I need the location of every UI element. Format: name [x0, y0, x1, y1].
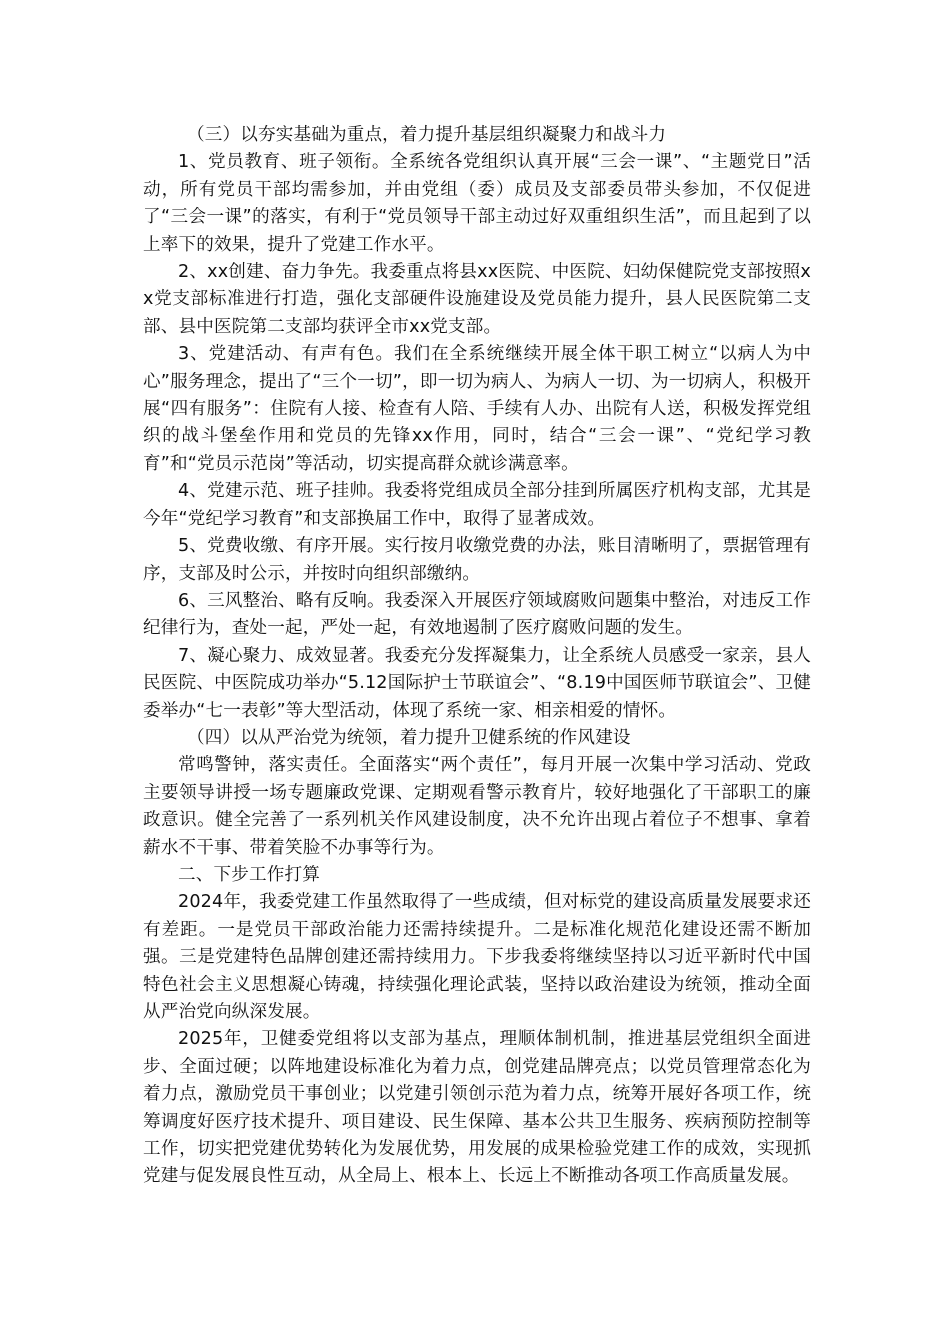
paragraph-responsibility: 常鸣警钟，落实责任。全面落实“两个责任”，每月开展一次集中学习活动、党政主要领导讲授一场专题廉政党课、定期观看警示教育片，较好地强化了干部职工的廉政意识。健全完善了一系列机关作风建设制度，决不允许出现占着位子不想事、拿着薪水不干事、带着笑脸不办事等行为。 — [143, 755, 811, 858]
paragraph-party-education: 1、党员教育、班子领衔。全系统各党组织认真开展“三会一课”、“主题党日”活动，所有党员干部均需参加，并由党组（委）成员及支部委员带头参加，不仅促进了“三会一课”的落实，有利于“党员领导干部主动过好双重组织生活”，而且起到了以上率下的效果，提升了党建工作水平。 — [143, 152, 811, 255]
paragraph-branch-creation: 2、xx创建、奋力争先。我委重点将县xx医院、中医院、妇幼保健院党支部按照xx党支部标准进行打造，强化支部硬件设施建设及党员能力提升，县人民医院第二支部、县中医院第二支部均获评全市xx党支部。 — [143, 262, 811, 337]
paragraph-party-activities: 3、党建活动、有声有色。我们在全系统继续开展全体干职工树立“以病人为中心”服务理念，提出了“三个一切”，即一切为病人、为病人一切、为一切病人，积极开展“四有服务”：住院有人接、检查有人陪、手续有人办、出院有人送，积极发挥党组织的战斗堡垒作用和党员的先锋xx作用，同时，结合“三会一课”、“党纪学习教育”和“党员示范岗”等活动，切实提高群众就诊满意率。 — [143, 344, 811, 474]
paragraph-party-dues: 5、党费收缴、有序开展。实行按月收缴党费的办法，账目清晰明了，票据管理有序，支部及时公示，并按时向组织部缴纳。 — [143, 536, 811, 584]
document-page — [143, 122, 811, 1191]
paragraph-cohesion: 7、凝心聚力、成效显著。我委充分发挥凝集力，让全系统人员感受一家亲，县人民医院、中医院成功举办“5.12国际护士节联谊会”、“8.19中国医师节联谊会”、卫健委举办“七一表彰”等大型活动，体现了系统一家、相亲相爱的情怀。 — [143, 645, 811, 721]
paragraph-party-demonstration: 4、党建示范、班子挂帅。我委将党组成员全部分挂到所属医疗机构支部，尤其是今年“党纪学习教育”和支部换届工作中，取得了显著成效。 — [143, 481, 811, 529]
section-heading-4: （四）以从严治党为统领，着力提升卫健系统的作风建设 — [187, 727, 631, 748]
paragraph-style-rectification: 6、三风整治、略有反响。我委深入开展医疗领域腐败问题集中整治，对违反工作纪律行为，查处一起，严处一起，有效地遏制了医疗腐败问题的发生。 — [143, 590, 811, 639]
paragraph-2024-review: 2024年，我委党建工作虽然取得了一些成绩，但对标党的建设高质量发展要求还有差距。一是党员干部政治能力还需持续提升。二是标准化规范化建设还需不断加强。三是党建特色品牌创建还需持续用力。下步我委将继续坚持以习近平新时代中国特色社会主义思想凝心铸魂，持续强化理论武装，坚持以政治建设为统领，推动全面从严治党向纵深发展。 — [143, 892, 811, 1022]
paragraph-2025-plan: 2025年，卫健委党组将以支部为基点，理顺体制机制，推进基层党组织全面进步、全面过硬；以阵地建设标准化为着力点，创党建品牌亮点；以党员管理常态化为着力点，激励党员干事创业；以党建引领创示范为着力点，统筹开展好各项工作，统筹调度好医疗技术提升、项目建设、民生保障、基本公共卫生服务、疾病预防控制等工作，切实把党建优势转化为发展优势，用发展的成果检验党建工作的成效，实现抓党建与促发展良性互动，从全局上、根本上、长远上不断推动各项工作高质量发展。 — [143, 1029, 811, 1187]
section-heading-3: （三）以夯实基础为重点，着力提升基层组织凝聚力和战斗力 — [187, 125, 667, 145]
section-heading-next-steps: 二、下步工作打算 — [178, 864, 320, 885]
